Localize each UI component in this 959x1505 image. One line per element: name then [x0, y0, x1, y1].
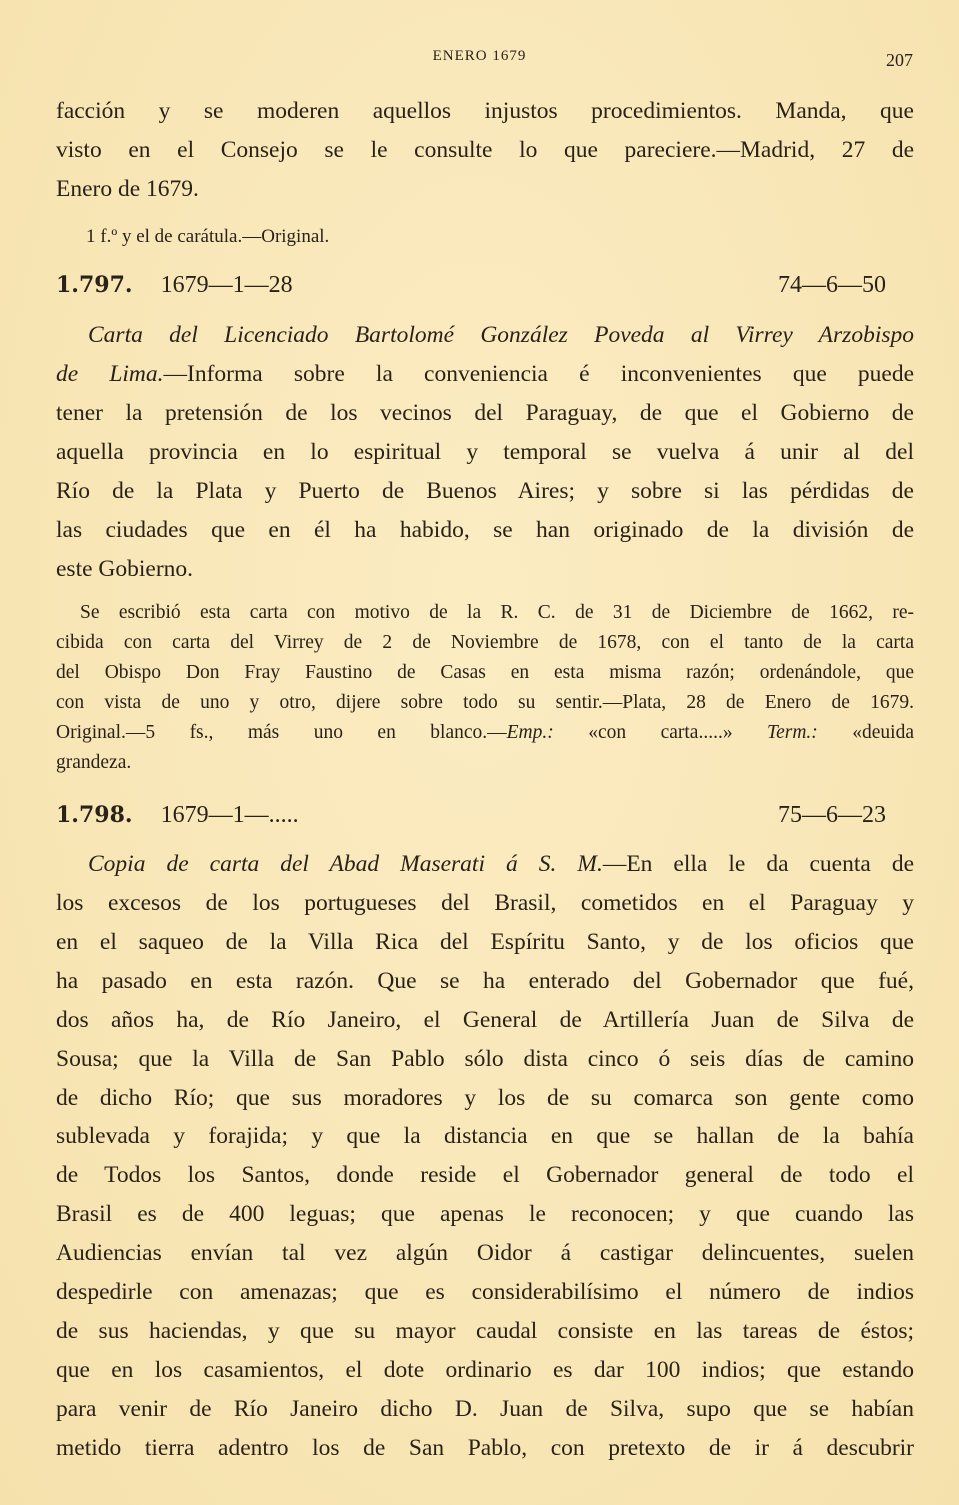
entry-note-line: Se escribió esta carta con motivo de la R. C. de 31 de Diciembre de 1662, re-	[80, 602, 914, 623]
entry-number: 1.797.	[56, 272, 133, 298]
entry-signature: 75—6—23	[778, 802, 886, 828]
running-title: ENERO 1679	[432, 48, 527, 64]
note-term-text: «deuida	[817, 722, 914, 743]
page-number: 207	[886, 50, 913, 70]
running-head	[0, 48, 959, 72]
entry-body-line: sublevada y forajida; y que la distancia en que se hallan de la bahía	[56, 1123, 914, 1150]
continuation-line: Enero de 1679.	[56, 176, 199, 202]
entry-body-line: aquella provincia en lo espiritual y temporal se vuelva á unir al del	[56, 439, 914, 465]
entry-body-line: Brasil es de 400 leguas; que apenas le reconocen; y que cuando las	[56, 1201, 914, 1228]
entry-body-line: Río de la Plata y Puerto de Buenos Aires; y sobre si las pérdidas de	[56, 478, 914, 504]
entry-header	[56, 272, 886, 304]
entry-body-line: de sus haciendas, y que su mayor caudal consiste en las tareas de éstos;	[56, 1317, 914, 1344]
entry-body-line: ha pasado en esta razón. Que se ha enterado del Gobernador que fué,	[56, 967, 914, 994]
entry-summary-start: —Informa sobre la conveniencia é inconvenientes que puede	[163, 361, 915, 387]
entry-date: 1679—1—28	[160, 272, 293, 298]
entry-date: 1679—1—.....	[160, 802, 299, 828]
entry-note-line: del Obispo Don Fray Faustino de Casas en esta misma razón; ordenándole, que	[56, 662, 914, 683]
entry-body-line: Audiencias envían tal vez algún Oidor á castigar delincuentes, suelen	[56, 1240, 914, 1267]
entry-title-line	[88, 849, 914, 879]
entry-body-line: que en los casamientos, el dote ordinario es dar 100 indios; que estando	[56, 1356, 914, 1383]
entry-note-line: grandeza.	[56, 752, 132, 773]
entry-note-line: cibida con carta del Virrey de 2 de Noviembre de 1678, con el tanto de la carta	[56, 632, 914, 653]
entry-body-line: de Todos los Santos, donde reside el Gobernador general de todo el	[56, 1162, 914, 1189]
entry-body-line: Sousa; que la Villa de San Pablo sólo dista cinco ó seis días de camino	[56, 1045, 914, 1072]
entry-title: Carta del Licenciado Bartolomé González Poveda al Virrey Arzobispo	[88, 322, 914, 348]
entry-body-line: para venir de Río Janeiro dicho D. Juan de Silva, supo que se habían	[56, 1395, 914, 1422]
entry-signature: 74—6—50	[778, 272, 886, 298]
entry-body-line: en el saqueo de la Villa Rica del Espíritu Santo, y de los oficios que	[56, 928, 914, 955]
note-term-label: Term.:	[767, 722, 818, 743]
entry-body-line: metido tierra adentro los de San Pablo, con pretexto de ir á descubrir	[56, 1434, 914, 1461]
entry-note-line: con vista de uno y otro, dijere sobre todo su sentir.—Plata, 28 de Enero de 1679.	[56, 692, 914, 713]
entry-body-line: los excesos de los portugueses del Brasil, cometidos en el Paraguay y	[56, 890, 914, 916]
entry-body-line: las ciudades que en él ha habido, se han originado de la división de	[56, 517, 914, 543]
entry-body-line: dos años ha, de Río Janeiro, el General de Artillería Juan de Silva de	[56, 1006, 914, 1033]
entry-summary-start: —En ella le da cuenta de	[602, 851, 914, 877]
entry-title: Copia de carta del Abad Maserati á S. M.	[88, 851, 603, 877]
continuation-line: visto en el Consejo se le consulte lo que pareciere.—Madrid, 27 de	[56, 137, 914, 163]
note-original: Original.—5 fs., más uno en blanco.—	[56, 722, 507, 743]
entry-body-line: tener la pretensión de los vecinos del Paraguay, de que el Gobierno de	[56, 400, 914, 426]
entry-body-line	[56, 359, 914, 389]
continuation-line: facción y se moderen aquellos injustos procedimientos. Manda, que	[56, 98, 914, 124]
entry-body-line: este Gobierno.	[56, 556, 194, 582]
entry-title-end: de Lima.	[56, 361, 164, 387]
note-emp-label: Emp.:	[506, 722, 554, 743]
entry-note-line	[56, 720, 914, 746]
entry-body-line: despedirle con amenazas; que es considerabilísimo el número de indios	[56, 1279, 914, 1305]
entry-number: 1.798.	[56, 802, 133, 828]
continuation-note: 1 f.º y el de carátula.—Original.	[86, 226, 330, 247]
entry-body-line: de dicho Río; que sus moradores y los de su comarca son gente como	[56, 1084, 914, 1111]
entry-header	[56, 802, 886, 834]
note-emp-text: «con carta.....»	[553, 722, 768, 743]
